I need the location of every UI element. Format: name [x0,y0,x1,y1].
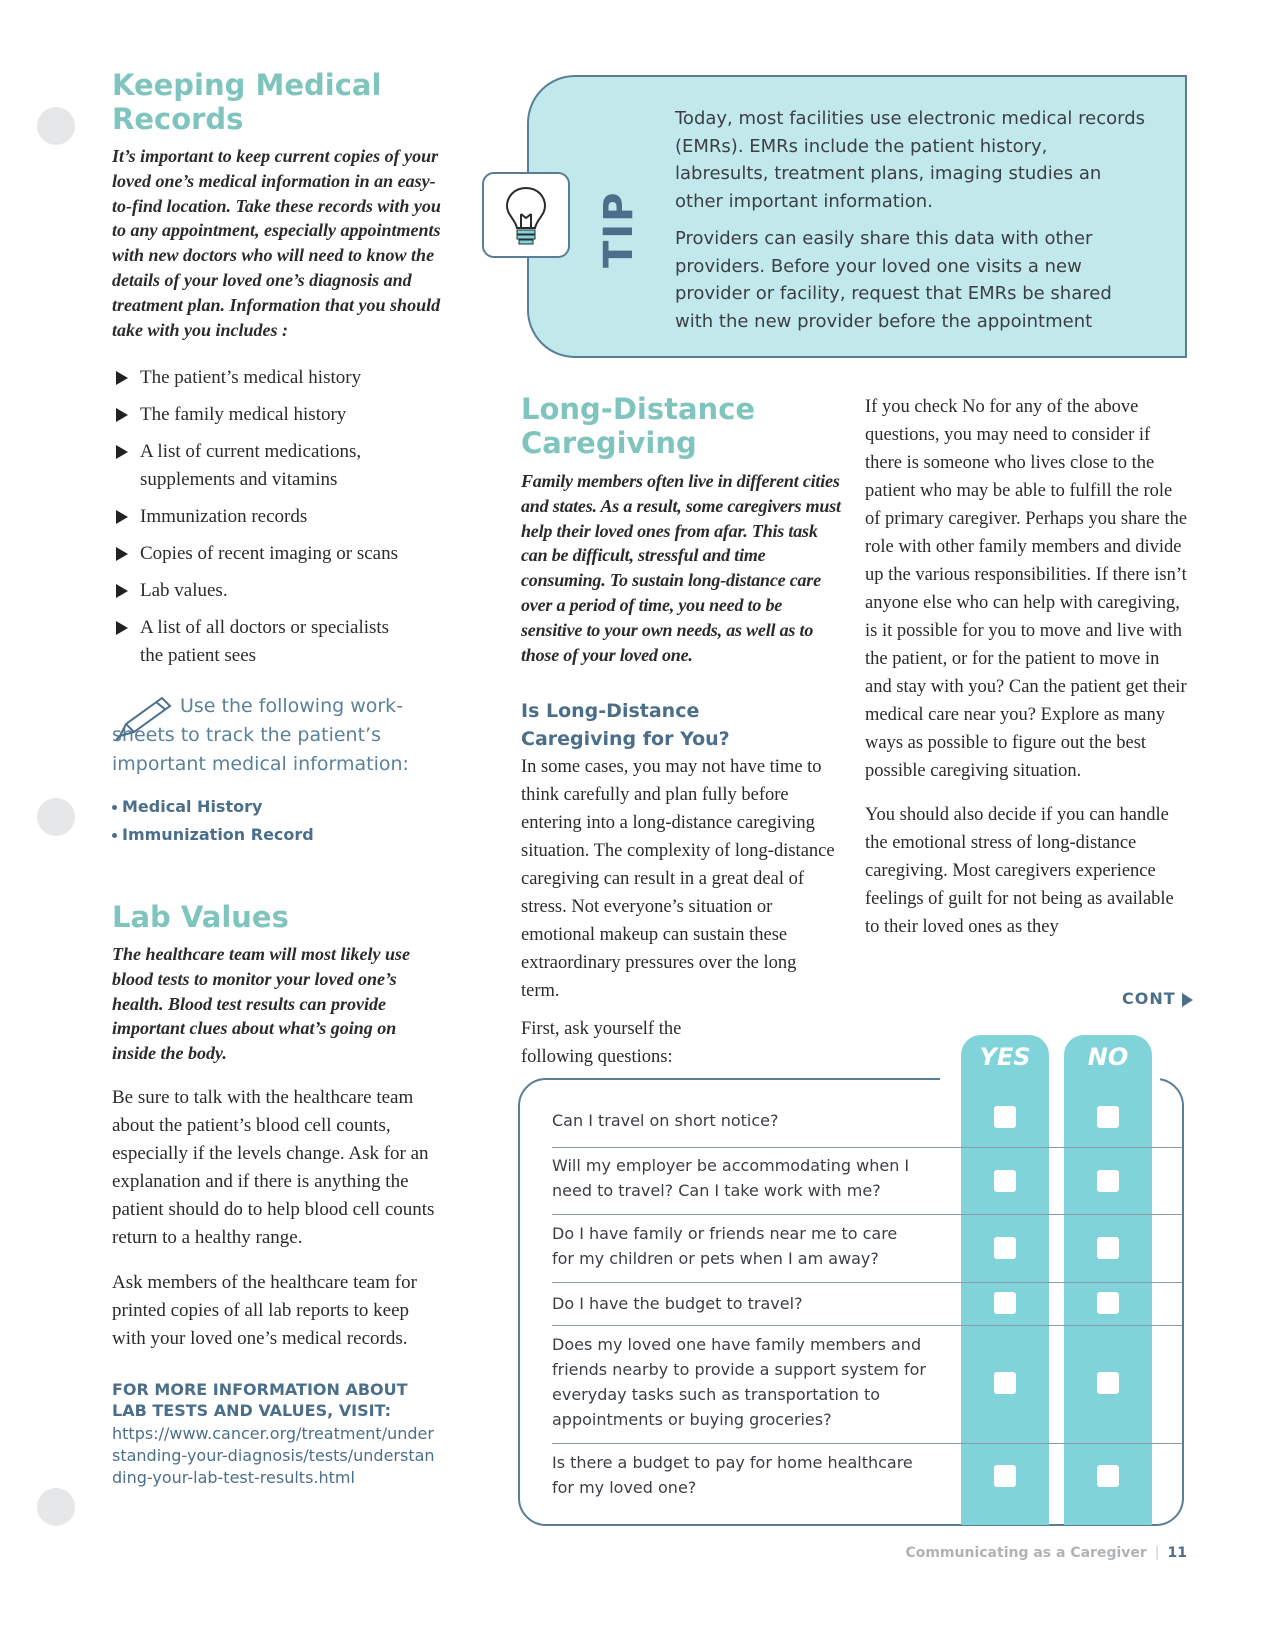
yes-checkbox-q4[interactable] [994,1292,1016,1314]
records-list [112,364,452,670]
binder-hole-middle [37,798,75,836]
worksheet-note: Use the following work-sheets to track the patient’s important medical information: [112,692,452,779]
yes-checkbox-q1[interactable] [994,1106,1016,1128]
triangle-bullet-icon [116,621,128,635]
paragraph: Be sure to talk with the healthcare team about the patient’s blood cell counts, especially if the levels change. Ask for an explanation and if there is anything the patient should do to help blood cell counts return to a healthy range. [112,1086,435,1248]
section-title: Long-Distance Caregiving [521,392,756,460]
tip-label: TIP [596,190,642,268]
yes-checkbox-q2[interactable] [994,1170,1016,1192]
no-label: NO [1087,1043,1129,1071]
footer-title: Communicating as a Caregiver [905,1545,1147,1561]
question-text: Does my loved one have family members and friends nearby to provide a support system for everyday tasks such as transportation to appointments or buying groceries? [552,1335,926,1429]
section-intro: The healthcare team will most likely use blood tests to monitor your loved one’s health. Blood test results can provide important clues about what’s going on inside the body. [112,944,410,1064]
lightbulb-icon [484,174,568,256]
question-text: Do I have family or friends near me to care for my children or pets when I am away? [552,1224,898,1268]
page-footer: Communicating as a Caregiver | 11 [905,1545,1187,1561]
yes-checkbox-q5[interactable] [994,1372,1016,1394]
list-item: The family medical history [112,401,452,429]
no-checkbox-q4[interactable] [1097,1292,1119,1314]
lightbulb-icon-box [482,172,570,258]
worksheet-list [112,793,452,849]
list-item: Lab values. [112,577,452,605]
paragraph: You should also decide if you can handle the emotional stress of long-distance caregiving. Most caregivers experience feelings of guilt for not being as available to their loved ones as they [865,805,1174,937]
binder-hole-bottom [37,1488,75,1526]
triangle-bullet-icon [116,371,128,385]
section-intro: Family members often live in different cities and states. As a result, some caregivers must help their loved ones from afar. This task can be difficult, stressful and time consuming. To sustain long-distance care over a period of time, you need to be sensitive to your own needs, as well as to those of your loved one. [521,471,841,665]
row-divider [552,1282,1182,1283]
section-lab-values [112,900,452,1489]
no-checkbox-q5[interactable] [1097,1372,1119,1394]
worksheet-link-immunization-record[interactable]: Immunization Record [112,821,452,849]
tip-paragraph: Providers can easily share this data with other providers. Before your loved one visits a new provider or facility, request that EMRs be shared with the new provider before the appointment [675,228,1112,332]
row-divider [552,1214,1182,1215]
yes-checkbox-q3[interactable] [994,1237,1016,1259]
section-intro: It’s important to keep current copies of your loved one’s medical information in an easy-to-find location. Take these records with you to any appointment, especially appointments with new doctors who will need to know the details of your loved one’s diagnosis and treatment plan. Information that you should take with you includes : [112,146,441,340]
paragraph: If you check No for any of the above questions, you may need to consider if there is someone who lives close to the patient who may be able to fulfill the role of primary caregiver. Perhaps you share the role with other family members and divide up the various responsibilities. If there isn’t anyone else who can help with caregiving, is it possible for you to move and live with the patient, or for the patient to move in and stay with you? Can the patient get their medical care near you? Explore as many ways as possible to figure out the best possible caregiving situation. [865,397,1188,781]
row-divider [552,1147,1182,1148]
no-checkbox-q2[interactable] [1097,1170,1119,1192]
triangle-bullet-icon [116,408,128,422]
question-text: Is there a budget to pay for home healthcare for my loved one? [552,1453,913,1497]
tip-paragraph: Today, most facilities use electronic medical records (EMRs). EMRs include the patient history, labresults, treatment plans, imaging studies an other important information. [675,108,1145,212]
yes-label: YES [979,1043,1031,1071]
triangle-bullet-icon [116,547,128,561]
subheading: Is Long-Distance Caregiving for You? [521,700,730,751]
right-column [865,393,1190,941]
triangle-bullet-icon [116,510,128,524]
triangle-bullet-icon [116,584,128,598]
no-checkbox-q3[interactable] [1097,1237,1119,1259]
arrow-right-icon [1182,993,1193,1007]
list-item: A list of all doctors or specialists the patient sees [112,614,410,670]
section-title: Keeping Medical Records [112,68,382,136]
triangle-bullet-icon [116,445,128,459]
tip-text [675,105,1145,345]
binder-hole-top [37,107,75,145]
continue-label: CONT [1122,989,1193,1008]
row-divider [552,1443,1182,1444]
row-divider [552,1325,1182,1326]
paragraph: Ask members of the healthcare team for printed copies of all lab reports to keep with your loved one’s medical records. [112,1271,417,1349]
more-info-link[interactable]: https://www.cancer.org/treatment/understanding-your-diagnosis/tests/understanding-your-lab-test-results.html [112,1423,435,1487]
pencil-icon [112,692,176,744]
list-item: The patient’s medical history [112,364,452,392]
paragraph: First, ask yourself the following questions: [521,1019,682,1068]
page-number: 11 [1167,1545,1187,1561]
list-item: A list of current medications, supplements and vitamins [112,438,390,494]
list-item: Copies of recent imaging or scans [112,540,452,568]
question-text: Will my employer be accommodating when I need to travel? Can I take work with me? [552,1156,910,1200]
no-checkbox-q6[interactable] [1097,1465,1119,1487]
section-title: Lab Values [112,900,289,934]
worksheet-link-medical-history[interactable]: Medical History [112,793,452,821]
no-checkbox-q1[interactable] [1097,1106,1119,1128]
section-medical-records [112,68,452,849]
question-text: Do I have the budget to travel? [552,1294,803,1313]
more-info-heading: FOR MORE INFORMATION ABOUT LAB TESTS AND VALUES, VISIT: [112,1379,408,1420]
paragraph: In some cases, you may not have time to think carefully and plan fully before entering into a long-distance caregiving situation. The complexity of long-distance caregiving can result in a great deal of stress. Not everyone’s situation or emotional makeup can sustain these extraordinary pressures over the long term. [521,757,835,1002]
question-text: Can I travel on short notice? [552,1111,779,1130]
list-item: Immunization records [112,503,452,531]
section-long-distance [521,392,843,1071]
yes-checkbox-q6[interactable] [994,1465,1016,1487]
